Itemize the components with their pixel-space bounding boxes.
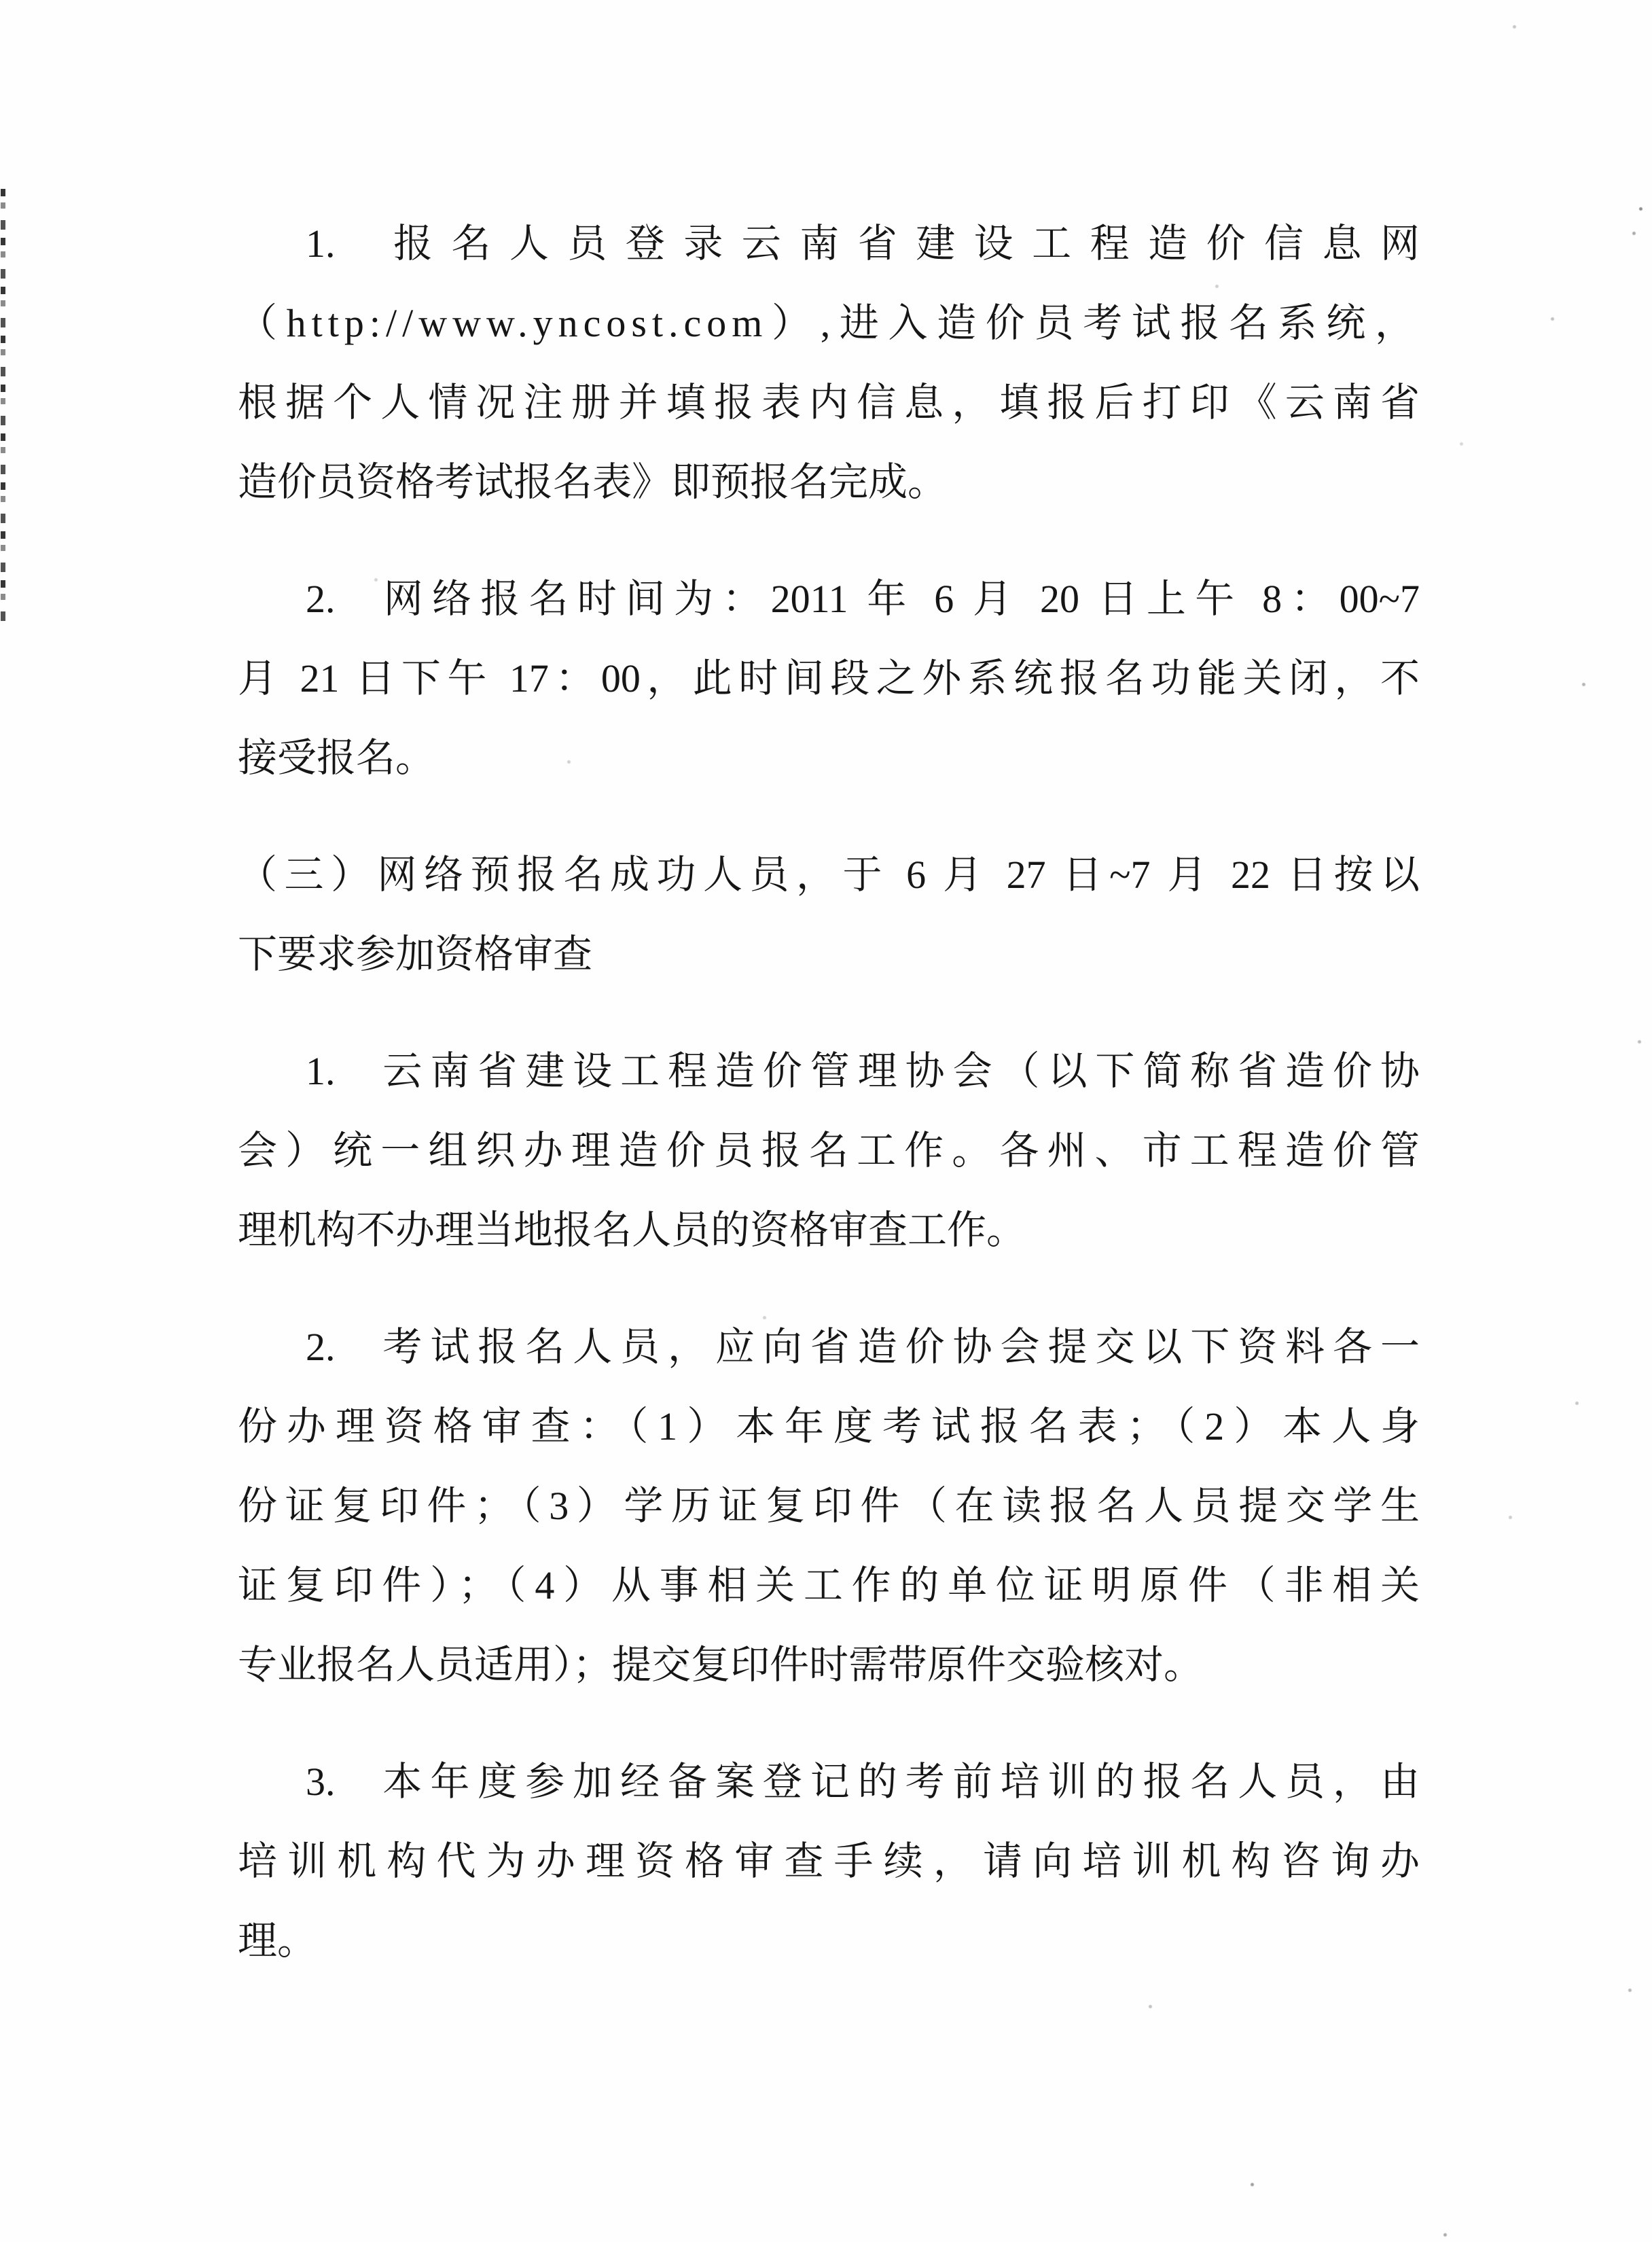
text-line: 造价员资格考试报名表》即预报名完成。 xyxy=(238,460,948,504)
text-line: 份证复印件；（3）学历证复印件（在读报名人员提交学生 xyxy=(238,1484,1420,1528)
text-line: 份办理资格审查：（1）本年度考试报名表；（2）本人身 xyxy=(238,1404,1420,1448)
text-line: 2. 网络报名时间为：2011 年 6 月 20 日上午 8：00~7 xyxy=(306,577,1420,621)
text-line: 理机构不办理当地报名人员的资格审查工作。 xyxy=(238,1208,1026,1252)
text-line: 1. 云南省建设工程造价管理协会（以下简称省造价协 xyxy=(306,1049,1420,1093)
text-line: 专业报名人员适用）；提交复印件时需带原件交验核对。 xyxy=(238,1643,1204,1687)
paragraph-training-agency-handles-review xyxy=(238,1742,1420,1980)
paragraph-online-pre-registration-steps xyxy=(238,204,1420,522)
scan-noise xyxy=(0,0,2,2)
text-line: 3. 本年度参加经备案登记的考前培训的报名人员，由 xyxy=(306,1760,1420,1804)
text-line: （三）网络预报名成功人员，于 6 月 27 日~7 月 22 日按以 xyxy=(238,853,1420,897)
text-line: （http://www.yncost.com）,进入造价员考试报名系统， xyxy=(238,301,1420,345)
paragraph-association-organizes-registration xyxy=(238,1031,1420,1270)
paragraph-online-registration-time xyxy=(238,559,1420,798)
paragraph-required-materials xyxy=(238,1307,1420,1705)
text-line: 根据个人情况注册并填报表内信息，填报后打印《云南省 xyxy=(238,380,1420,425)
text-line: 1. 报名人员登录云南省建设工程造价信息网 xyxy=(306,221,1420,266)
text-line: 接受报名。 xyxy=(238,736,435,780)
text-line: 月 21 日下午 17：00，此时间段之外系统报名功能关闭，不 xyxy=(238,656,1420,700)
text-line: 2. 考试报名人员，应向省造价协会提交以下资料各一 xyxy=(306,1325,1420,1369)
text-line: 理。 xyxy=(238,1919,317,1963)
text-line: 证复印件）；（4）从事相关工作的单位证明原件（非相关 xyxy=(238,1563,1420,1607)
document-body xyxy=(238,204,1420,2018)
text-line: 会）统一组织办理造价员报名工作。各州、市工程造价管 xyxy=(238,1128,1420,1173)
text-line: 下要求参加资格审查 xyxy=(238,932,593,976)
paragraph-section-three-qualification-review xyxy=(238,835,1420,994)
scan-artifact-line xyxy=(1,189,5,624)
text-line: 培训机构代为办理资格审查手续，请向培训机构咨询办 xyxy=(238,1839,1420,1883)
